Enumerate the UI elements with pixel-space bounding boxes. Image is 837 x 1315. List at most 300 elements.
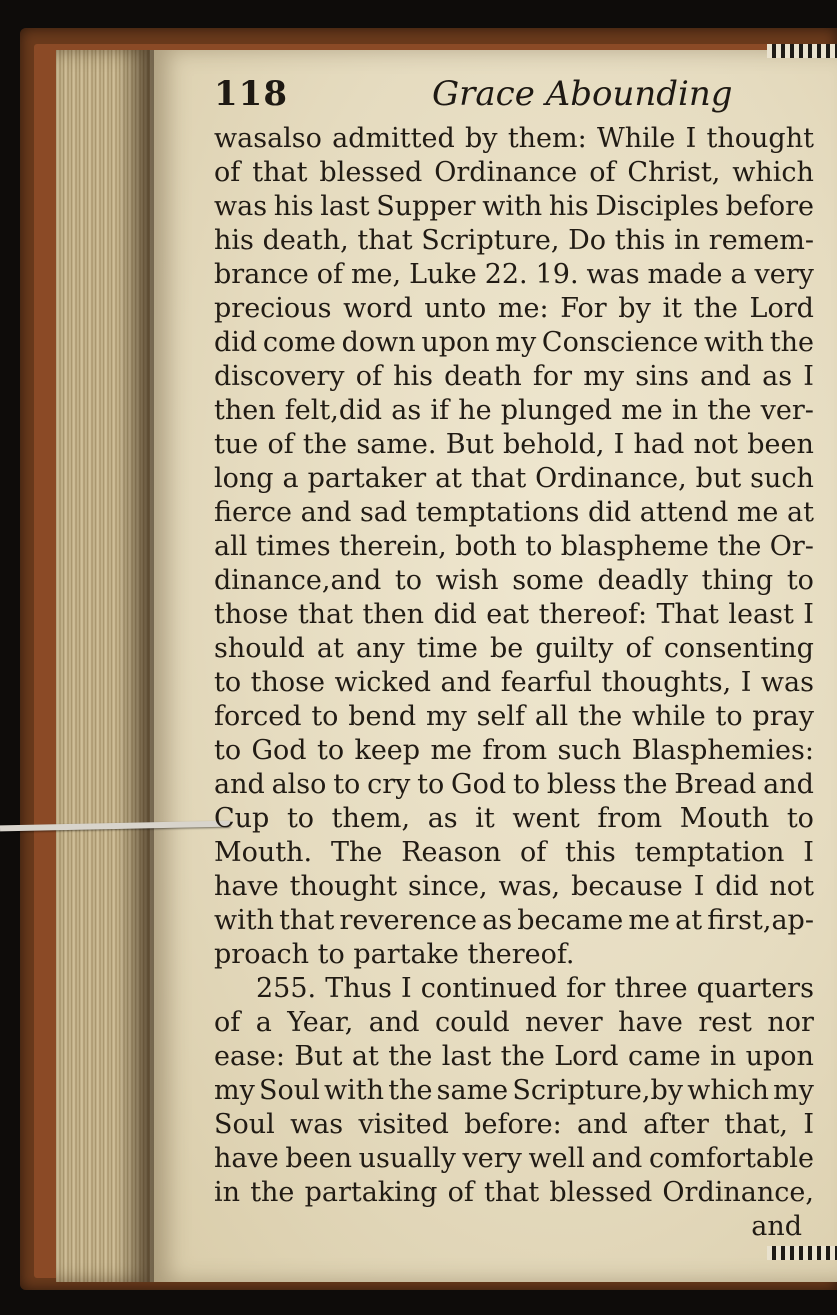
- word: my: [425, 701, 467, 732]
- word: for: [566, 973, 606, 1004]
- word: was: [760, 667, 814, 698]
- word: therein,: [339, 531, 447, 562]
- word: to: [786, 565, 814, 596]
- word: Soul: [259, 1075, 320, 1106]
- word: his: [548, 191, 589, 222]
- text-line: [214, 1040, 814, 1074]
- word: that: [279, 905, 335, 936]
- word: that: [252, 157, 308, 188]
- word: the: [302, 429, 348, 460]
- word: Christ,: [627, 157, 721, 188]
- word: pray: [752, 701, 814, 732]
- word: as: [427, 803, 458, 834]
- word: Thus: [325, 973, 392, 1004]
- text-line: [214, 428, 814, 462]
- word: I: [803, 599, 814, 630]
- word: at: [786, 497, 814, 528]
- word: those: [250, 667, 325, 698]
- word: Blasphemies:: [631, 735, 814, 766]
- word: did: [433, 599, 477, 630]
- word: I: [740, 667, 752, 698]
- word: me: [430, 735, 473, 766]
- word: both: [455, 531, 517, 562]
- word: dinance,and: [214, 565, 382, 596]
- word: Ordinance: [434, 157, 578, 188]
- word: long: [214, 463, 274, 494]
- word: That: [656, 599, 719, 630]
- word: I: [685, 123, 697, 154]
- word: as: [391, 395, 422, 426]
- word: three: [614, 973, 688, 1004]
- word: from: [482, 735, 548, 766]
- word: with: [324, 1075, 385, 1106]
- text-line: [214, 258, 814, 292]
- word: God: [251, 735, 307, 766]
- page-tab-bottom: [767, 1246, 837, 1260]
- word: Mouth: [679, 803, 770, 834]
- word: because: [571, 871, 683, 902]
- word: of: [267, 429, 294, 460]
- word: then: [362, 599, 425, 630]
- word: thought: [289, 871, 398, 902]
- word: comfortable: [648, 1143, 814, 1174]
- word: did: [214, 327, 258, 358]
- word: I: [613, 429, 625, 460]
- text-line: proach to partake thereof.: [214, 939, 575, 970]
- word: thought: [706, 123, 814, 154]
- text-line: [214, 462, 814, 496]
- word: not: [769, 871, 814, 902]
- word: temptation: [634, 837, 785, 868]
- word: his: [273, 191, 314, 222]
- word: word: [343, 293, 413, 324]
- word: thoughts,: [601, 667, 732, 698]
- word: of: [355, 361, 382, 392]
- word: upon: [745, 1041, 814, 1072]
- word: the: [707, 395, 752, 426]
- page-header: [214, 70, 814, 120]
- word: it: [475, 803, 495, 834]
- word: before:: [464, 1109, 562, 1140]
- text-line: [214, 564, 814, 598]
- word: me: [628, 905, 670, 936]
- word: sins: [635, 361, 689, 392]
- text-line: [214, 836, 814, 870]
- text-line: [214, 700, 814, 734]
- running-head: Grace Abounding: [432, 74, 733, 114]
- word: sad: [359, 497, 408, 528]
- word: times: [255, 531, 331, 562]
- word: of: [316, 259, 343, 290]
- word: to: [286, 803, 315, 834]
- word: plunged: [500, 395, 613, 426]
- word: at: [351, 1041, 379, 1072]
- word: that: [357, 225, 413, 256]
- word: to: [525, 531, 553, 562]
- word: a: [730, 259, 747, 290]
- word: 255.: [256, 973, 317, 1004]
- word: brance: [214, 259, 309, 290]
- word: partaker: [307, 463, 427, 494]
- word: them:: [507, 123, 587, 154]
- word: Conscience: [541, 327, 699, 358]
- word: Year,: [287, 1007, 354, 1038]
- word: and: [300, 497, 352, 528]
- word: if: [430, 395, 450, 426]
- word: since,: [407, 871, 488, 902]
- word: his: [214, 225, 254, 256]
- word: this: [565, 837, 616, 868]
- word: that: [484, 1177, 540, 1208]
- word: with: [704, 327, 765, 358]
- word: with: [214, 905, 274, 936]
- word: Bread: [674, 769, 757, 800]
- word: made: [647, 259, 723, 290]
- text-line: [214, 156, 814, 190]
- word: the: [388, 1041, 433, 1072]
- word: my: [773, 1075, 814, 1106]
- word: forced: [214, 701, 302, 732]
- word: keep: [354, 735, 421, 766]
- word: I: [803, 1109, 814, 1140]
- word: But: [294, 1041, 343, 1072]
- text-line: [214, 326, 814, 360]
- word: Soul: [214, 1109, 275, 1140]
- word: of: [625, 633, 652, 664]
- word: to: [311, 701, 339, 732]
- word: have: [214, 1143, 279, 1174]
- word: to: [417, 769, 445, 800]
- word: his: [393, 361, 433, 392]
- word: time: [416, 633, 478, 664]
- word: never: [525, 1007, 603, 1038]
- text-line: [214, 1142, 814, 1176]
- word: the: [769, 327, 814, 358]
- word: very: [754, 259, 814, 290]
- word: Mouth.: [214, 837, 313, 868]
- word: temptations: [415, 497, 580, 528]
- word: ver-: [760, 395, 814, 426]
- text-line: [214, 292, 814, 326]
- word: continued: [420, 973, 558, 1004]
- text-line: [214, 870, 814, 904]
- word: wish: [435, 565, 499, 596]
- word: fierce: [214, 497, 292, 528]
- word: Do: [568, 225, 607, 256]
- word: a: [255, 1007, 272, 1038]
- word: my: [583, 361, 625, 392]
- word: visited: [358, 1109, 449, 1140]
- word: all: [534, 701, 569, 732]
- catchword: and: [751, 1211, 802, 1242]
- word: eat: [486, 599, 530, 630]
- word: to: [786, 803, 814, 834]
- word: to: [316, 735, 345, 766]
- word: and: [214, 769, 265, 800]
- word: blessed: [319, 157, 423, 188]
- text-line: [214, 530, 814, 564]
- text-line: [214, 734, 814, 768]
- word: was: [214, 191, 268, 222]
- word: was: [586, 259, 640, 290]
- word: he: [458, 395, 492, 426]
- word: been: [747, 429, 814, 460]
- word: my: [495, 327, 537, 358]
- word: deadly: [597, 565, 689, 596]
- text-line: [214, 1006, 814, 1040]
- word: the: [693, 293, 738, 324]
- text-line: [214, 1074, 814, 1108]
- word: that: [471, 463, 527, 494]
- word: quarters: [696, 973, 814, 1004]
- word: some: [512, 565, 584, 596]
- word: this: [614, 225, 666, 256]
- word: to: [214, 667, 242, 698]
- word: For: [560, 293, 607, 324]
- word: death: [444, 361, 522, 392]
- word: as: [482, 905, 513, 936]
- word: wasalso: [214, 123, 322, 154]
- word: down: [341, 327, 416, 358]
- word: by: [618, 293, 651, 324]
- word: while: [631, 701, 706, 732]
- word: cry: [367, 769, 411, 800]
- word: 22.: [484, 259, 528, 290]
- word: to: [333, 769, 361, 800]
- word: with: [482, 191, 543, 222]
- word: be: [489, 633, 524, 664]
- word: of: [589, 157, 616, 188]
- word: of: [214, 157, 241, 188]
- word: blessed: [549, 1177, 653, 1208]
- word: The: [330, 837, 383, 868]
- word: have: [618, 1007, 683, 1038]
- word: ease:: [214, 1041, 286, 1072]
- word: the: [388, 1075, 433, 1106]
- word: me: [736, 497, 779, 528]
- word: the: [717, 531, 762, 562]
- word: the: [577, 701, 623, 732]
- word: was,: [498, 871, 561, 902]
- word: self: [476, 701, 526, 732]
- word: thereof:: [538, 599, 648, 630]
- word: last: [320, 191, 370, 222]
- word: attend: [639, 497, 729, 528]
- word: also: [271, 769, 327, 800]
- word: and: [577, 1109, 628, 1140]
- word: Scripture,: [421, 225, 560, 256]
- text-line: [214, 1108, 814, 1142]
- word: rest: [698, 1007, 752, 1038]
- gutter-shadow: [120, 50, 154, 1282]
- word: been: [285, 1143, 352, 1174]
- word: reverence: [339, 905, 477, 936]
- text-line: [214, 972, 814, 1006]
- word: at: [675, 905, 703, 936]
- word: guilty: [535, 633, 614, 664]
- word: and: [440, 667, 492, 698]
- word: to: [512, 769, 541, 800]
- word: was: [290, 1109, 344, 1140]
- word: in: [671, 395, 699, 426]
- word: have: [214, 871, 279, 902]
- word: I: [803, 837, 814, 868]
- word: God: [451, 769, 507, 800]
- word: While: [596, 123, 676, 154]
- word: felt,did: [284, 395, 383, 426]
- word: I: [401, 973, 412, 1004]
- word: Luke: [409, 259, 477, 290]
- text-line: [214, 1176, 814, 1210]
- body-text: [214, 122, 814, 1244]
- word: first,ap-: [707, 905, 814, 936]
- word: Reason: [401, 837, 502, 868]
- word: it: [662, 293, 682, 324]
- word: them,: [331, 803, 411, 834]
- text-line: [214, 904, 814, 938]
- text-line: [214, 768, 814, 802]
- word: did: [588, 497, 632, 528]
- word: which: [687, 1075, 769, 1106]
- word: came: [627, 1041, 701, 1072]
- word: of: [214, 1007, 241, 1038]
- word: I: [693, 871, 705, 902]
- text-line: [214, 122, 814, 156]
- word: me: [621, 395, 663, 426]
- word: upon: [421, 327, 490, 358]
- word: to: [214, 735, 242, 766]
- word: Lord: [749, 293, 814, 324]
- word: to: [715, 701, 743, 732]
- word: became: [517, 905, 624, 936]
- word: last: [441, 1041, 492, 1072]
- word: bend: [348, 701, 417, 732]
- word: but: [695, 463, 742, 494]
- word: that: [297, 599, 353, 630]
- word: a: [282, 463, 299, 494]
- page-number: 118: [214, 74, 288, 114]
- word: that,: [724, 1109, 789, 1140]
- word: of: [519, 837, 547, 868]
- word: after: [643, 1109, 709, 1140]
- word: thing: [701, 565, 774, 596]
- word: at: [316, 633, 344, 664]
- text-line: [214, 360, 814, 394]
- word: had: [633, 429, 685, 460]
- word: which: [732, 157, 814, 188]
- word: Supper: [376, 191, 476, 222]
- word: in: [214, 1177, 241, 1208]
- word: very: [462, 1143, 522, 1174]
- word: of: [447, 1177, 474, 1208]
- word: Disciples: [595, 191, 719, 222]
- text-line: [214, 394, 814, 428]
- word: those: [214, 599, 289, 630]
- word: partaking: [304, 1177, 438, 1208]
- word: the: [500, 1041, 545, 1072]
- word: for: [532, 361, 573, 392]
- word: and: [763, 769, 814, 800]
- text-line: [214, 632, 814, 666]
- word: from: [597, 803, 663, 834]
- word: admitted: [332, 123, 455, 154]
- word: least: [728, 599, 794, 630]
- word: come: [262, 327, 336, 358]
- word: such: [557, 735, 622, 766]
- word: did: [715, 871, 759, 902]
- word: wicked: [334, 667, 431, 698]
- word: fearful: [500, 667, 592, 698]
- word: death,: [262, 225, 349, 256]
- word: in: [674, 225, 701, 256]
- word: should: [214, 633, 305, 664]
- word: Scripture,by: [512, 1075, 684, 1106]
- word: then: [214, 395, 276, 426]
- word: in: [710, 1041, 737, 1072]
- word: remem-: [708, 225, 814, 256]
- text-line: [214, 666, 814, 700]
- word: could: [435, 1007, 510, 1038]
- word: not: [693, 429, 739, 460]
- word: before: [725, 191, 814, 222]
- word: tue: [214, 429, 259, 460]
- text-line: [214, 598, 814, 632]
- page-tab-top: [767, 44, 837, 58]
- word: Or-: [769, 531, 814, 562]
- word: by: [465, 123, 498, 154]
- word: Lord: [554, 1041, 619, 1072]
- word: precious: [214, 293, 332, 324]
- word: the: [623, 769, 668, 800]
- word: usually: [358, 1143, 456, 1174]
- word: at: [435, 463, 463, 494]
- word: I: [803, 361, 814, 392]
- word: unto: [424, 293, 487, 324]
- word: behold,: [503, 429, 605, 460]
- text-line: [214, 224, 814, 258]
- word: same.: [356, 429, 437, 460]
- word: me:: [497, 293, 549, 324]
- word: discovery: [214, 361, 345, 392]
- word: and: [700, 361, 751, 392]
- word: blaspheme: [560, 531, 709, 562]
- word: as: [762, 361, 793, 392]
- word: bless: [546, 769, 617, 800]
- word: same: [436, 1075, 509, 1106]
- word: any: [355, 633, 405, 664]
- word: went: [512, 803, 580, 834]
- word: nor: [767, 1007, 814, 1038]
- text-line: [214, 496, 814, 530]
- word: Cup: [214, 803, 270, 834]
- word: to: [394, 565, 422, 596]
- text-line: [214, 802, 814, 836]
- word: 19.: [535, 259, 579, 290]
- word: me,: [350, 259, 402, 290]
- word: and: [591, 1143, 643, 1174]
- word: and: [368, 1007, 420, 1038]
- word: such: [750, 463, 814, 494]
- word: my: [214, 1075, 255, 1106]
- word: consenting: [663, 633, 814, 664]
- word: Ordinance,: [662, 1177, 814, 1208]
- text-line: [214, 190, 814, 224]
- word: But: [445, 429, 494, 460]
- word: the: [250, 1177, 295, 1208]
- word: Ordinance,: [535, 463, 687, 494]
- word: well: [528, 1143, 585, 1174]
- word: all: [214, 531, 248, 562]
